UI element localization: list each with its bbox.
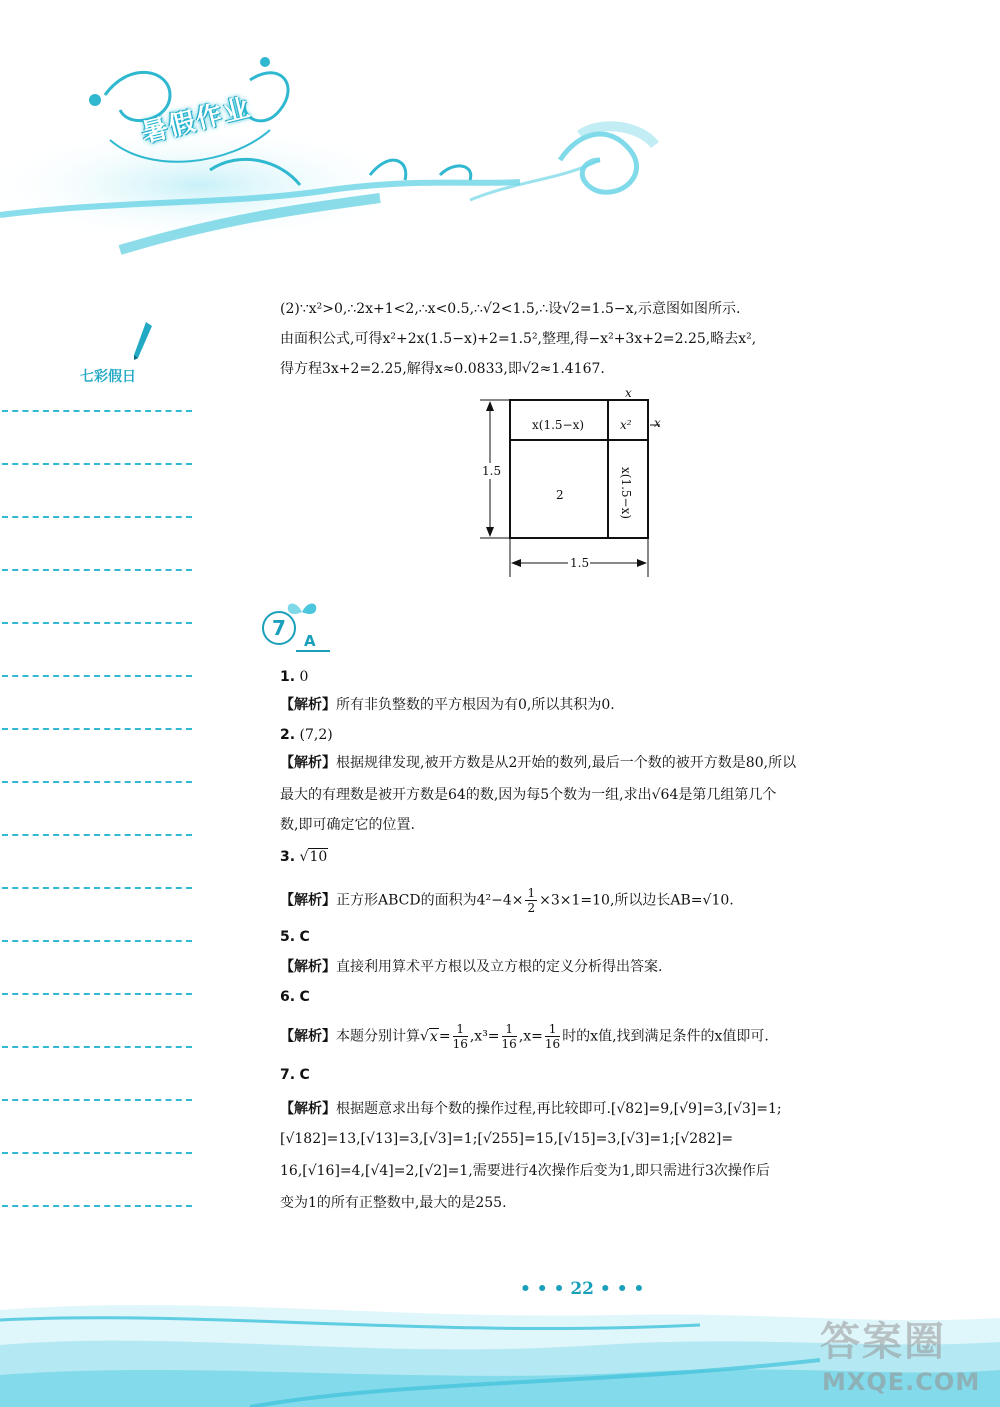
note-line: [2, 781, 192, 783]
fraction-den: 2: [527, 901, 536, 915]
answer-value: C: [299, 989, 310, 1005]
explain-text-b: 时的x值,找到满足条件的x值即可.: [562, 1028, 769, 1045]
q2-explain-line-1: [280, 752, 890, 774]
fraction-num: 1: [527, 886, 536, 900]
explain-text: 所有非负整数的平方根因为有0,所以其积为0.: [336, 697, 615, 713]
left-dimension: 1.5: [482, 464, 502, 478]
explain-text: 根据规律发现,被开方数是从2开始的数列,最后一个数的被开方数是80,所以: [336, 755, 797, 771]
explain-tag: 【解析】: [280, 755, 336, 771]
explain-text: 直接利用算术平方根以及立方根的定义分析得出答案.: [336, 959, 663, 975]
cell-top-left: x(1.5−x): [532, 418, 585, 432]
intro-line-2: 由面积公式,可得x²+2x(1.5−x)+2=1.5²,整理,得−x²+3x+2=2.25,略去x²,: [280, 331, 757, 347]
note-line: [2, 1046, 192, 1048]
q2-answer-line: [280, 724, 890, 746]
section-underline: [296, 650, 330, 652]
brand-title: 暑假作业: [138, 92, 255, 150]
section-letter: A: [304, 632, 316, 650]
note-line: [2, 1205, 192, 1207]
side-label: 七彩假日: [80, 369, 136, 385]
note-line: [2, 1152, 192, 1154]
explain-text-a: 本题分别计算: [336, 1028, 420, 1045]
radicand: x: [429, 1028, 438, 1045]
radicand: 10: [309, 849, 328, 865]
note-line: [2, 993, 192, 995]
question-label: 5.: [280, 929, 296, 945]
intro-line-3: 得方程3x+2=2.25,解得x≈0.0833,即√2≈1.4167.: [280, 361, 605, 377]
q6-answer-line: [280, 986, 890, 1008]
page-number: • • • 22 • • •: [520, 1279, 645, 1299]
pen-icon: [130, 320, 154, 364]
watermark-url: MXQE.COM: [822, 1368, 981, 1396]
bottom-dimension: 1.5: [570, 556, 590, 570]
explain-tag: 【解析】: [280, 959, 336, 975]
note-line: [2, 516, 192, 518]
note-line: [2, 463, 192, 465]
explain-tag: 【解析】: [280, 1101, 336, 1117]
q7-explain-line-2: [√182]=13,[√13]=3,[√3]=1;[√255]=15,[√15]=3,[√3]=1;[√282]=: [280, 1131, 734, 1147]
label-side-x: x: [654, 416, 661, 430]
explain-tag: 【解析】: [280, 1028, 336, 1045]
cell-right: x(1.5−x): [619, 467, 633, 520]
note-line: [2, 728, 192, 730]
answer-value: 0: [299, 669, 309, 685]
note-line: [2, 834, 192, 836]
fraction: $\frac{1}{16}$: [501, 1022, 517, 1051]
q7-explain-line-4: 变为1的所有正整数中,最大的是255.: [280, 1195, 507, 1211]
q5-answer-line: [280, 926, 890, 948]
q1-answer-line: [280, 666, 890, 688]
question-label: 7.: [280, 1067, 296, 1083]
explain-tag: 【解析】: [280, 892, 336, 909]
q5-explain-line: [280, 956, 890, 978]
note-line: [2, 887, 192, 889]
q3-answer-line: [280, 846, 890, 868]
question-label: 2.: [280, 727, 296, 743]
note-line: [2, 622, 192, 624]
q6-explain-line: 【解析】本题分别计算√x= $\frac{1}{16}$ ,x³= $\frac{1}{16}$ ,x= $\frac{1}{16}$ 时的x值,找到满足条件的x值即可.: [280, 1022, 769, 1051]
label-top-x: x: [625, 386, 632, 400]
note-line: [2, 1099, 192, 1101]
answer-value: (7,2): [299, 727, 333, 743]
question-label: 3.: [280, 849, 296, 865]
section-number: 7: [262, 611, 296, 645]
q2-explain-line-3: 数,即可确定它的位置.: [280, 817, 415, 833]
q7-answer-line: [280, 1064, 890, 1086]
note-line: [2, 940, 192, 942]
fraction: [525, 886, 537, 915]
fraction: $\frac{1}{16}$: [452, 1022, 468, 1051]
answer-value: C: [299, 1067, 310, 1083]
note-line: [2, 675, 192, 677]
q1-explain-line: [280, 694, 890, 716]
explain-text-a: 正方形ABCD的面积为4²−4×: [336, 892, 524, 909]
explain-text-b: ×3×1=10,所以边长AB=√10.: [539, 892, 734, 909]
watermark-logo: 答案圈: [820, 1319, 946, 1365]
note-line: [2, 410, 192, 412]
q7-explain-line-3: 16,[√16]=4,[√4]=2,[√2]=1,需要进行4次操作后变为1,即只需进行3次操作后: [280, 1163, 770, 1179]
intro-line-1: (2)∵x²>0,∴2x+1<2,∴x<0.5,∴√2<1.5,∴设√2=1.5−x,示意图如图所示.: [280, 301, 741, 317]
fraction: $\frac{1}{16}$: [544, 1022, 561, 1051]
cell-top-right: x²: [620, 418, 632, 432]
cell-main: 2: [556, 488, 564, 502]
q3-explain-line: [280, 886, 890, 915]
square-diagram: [470, 385, 680, 585]
question-label: 6.: [280, 989, 296, 1005]
explain-text: 根据题意求出每个数的操作过程,再比较即可.[√82]=9,[√9]=3,[√3]=1;: [336, 1101, 782, 1117]
question-label: 1.: [280, 669, 296, 685]
answer-value: C: [299, 929, 310, 945]
note-line: [2, 569, 192, 571]
radical-sign: √: [299, 849, 309, 865]
q7-explain-line-1: [280, 1098, 890, 1120]
explain-tag: 【解析】: [280, 697, 336, 713]
q2-explain-line-2: 最大的有理数是被开方数是64的数,因为每5个数为一组,求出√64是第几组第几个: [280, 787, 777, 803]
